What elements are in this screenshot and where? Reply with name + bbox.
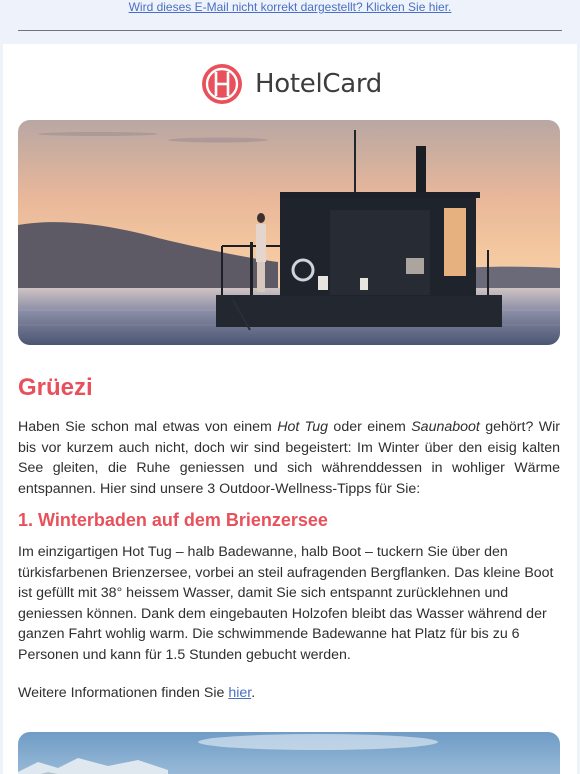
email-preheader	[0, 0, 580, 44]
more-info-text: Weitere Informationen finden Sie	[18, 685, 229, 701]
intro-paragraph	[18, 417, 560, 499]
mountain-lake-illustration	[18, 732, 560, 774]
divider	[18, 30, 562, 31]
brand-name: HotelCard	[255, 69, 382, 99]
sunset-boat-illustration	[18, 120, 560, 345]
hot-tug-term: Hot Tug	[277, 419, 329, 435]
section-heading-winterbaden: 1. Winterbaden auf dem Brienzersee	[18, 510, 328, 530]
more-info-link[interactable]: hier	[228, 685, 252, 701]
view-in-browser-link[interactable]: Wird dieses E-Mail nicht korrekt dargestellt? Klicken Sie hier.	[128, 0, 452, 14]
intro-text-part: Haben Sie schon mal etwas von einem	[18, 419, 278, 435]
hero-image-saunaboot[interactable]	[18, 120, 560, 345]
saunaboot-term: Saunaboot	[411, 419, 480, 435]
more-info-period: .	[251, 685, 256, 701]
hotelcard-logo-icon	[201, 63, 243, 105]
email-body	[3, 44, 577, 774]
more-info-line	[18, 683, 560, 704]
hot-tug-image[interactable]	[18, 732, 560, 774]
greeting-heading: Grüezi	[18, 374, 93, 401]
section-body: Im einzigartigen Hot Tug – halb Badewanne, halb Boot – tuckern Sie über den türkisfarbenen Brienzersee, vorbei an steil aufragenden Bergflanken. Das kleine Boot ist gefüllt mit 38° heissem Wasser, damit Sie sich entspannt zurücklehnen und geniessen können. Dank dem eingebauten Holzofen bleibt das Wasser während der ganzen Fahrt wohlig warm. Die schwimmende Badewanne hat Platz für bis zu 6 Personen und kann für 1.5 Stunden gebucht werden.	[18, 544, 554, 663]
intro-text-part: gehört? Wir bis vor kurzem auch nicht, doch wir sind begeistert: Im Winter über den eisig kalten See gleiten, die Ruhe geniessen und sich währenddessen in wohliger Wärme entspannen. Hier sind unsere 3 Outdoor-Wellness-Tipps für Sie:	[18, 419, 560, 497]
intro-text-part: oder einem	[328, 419, 412, 435]
hotelcard-logo[interactable]	[201, 62, 382, 106]
